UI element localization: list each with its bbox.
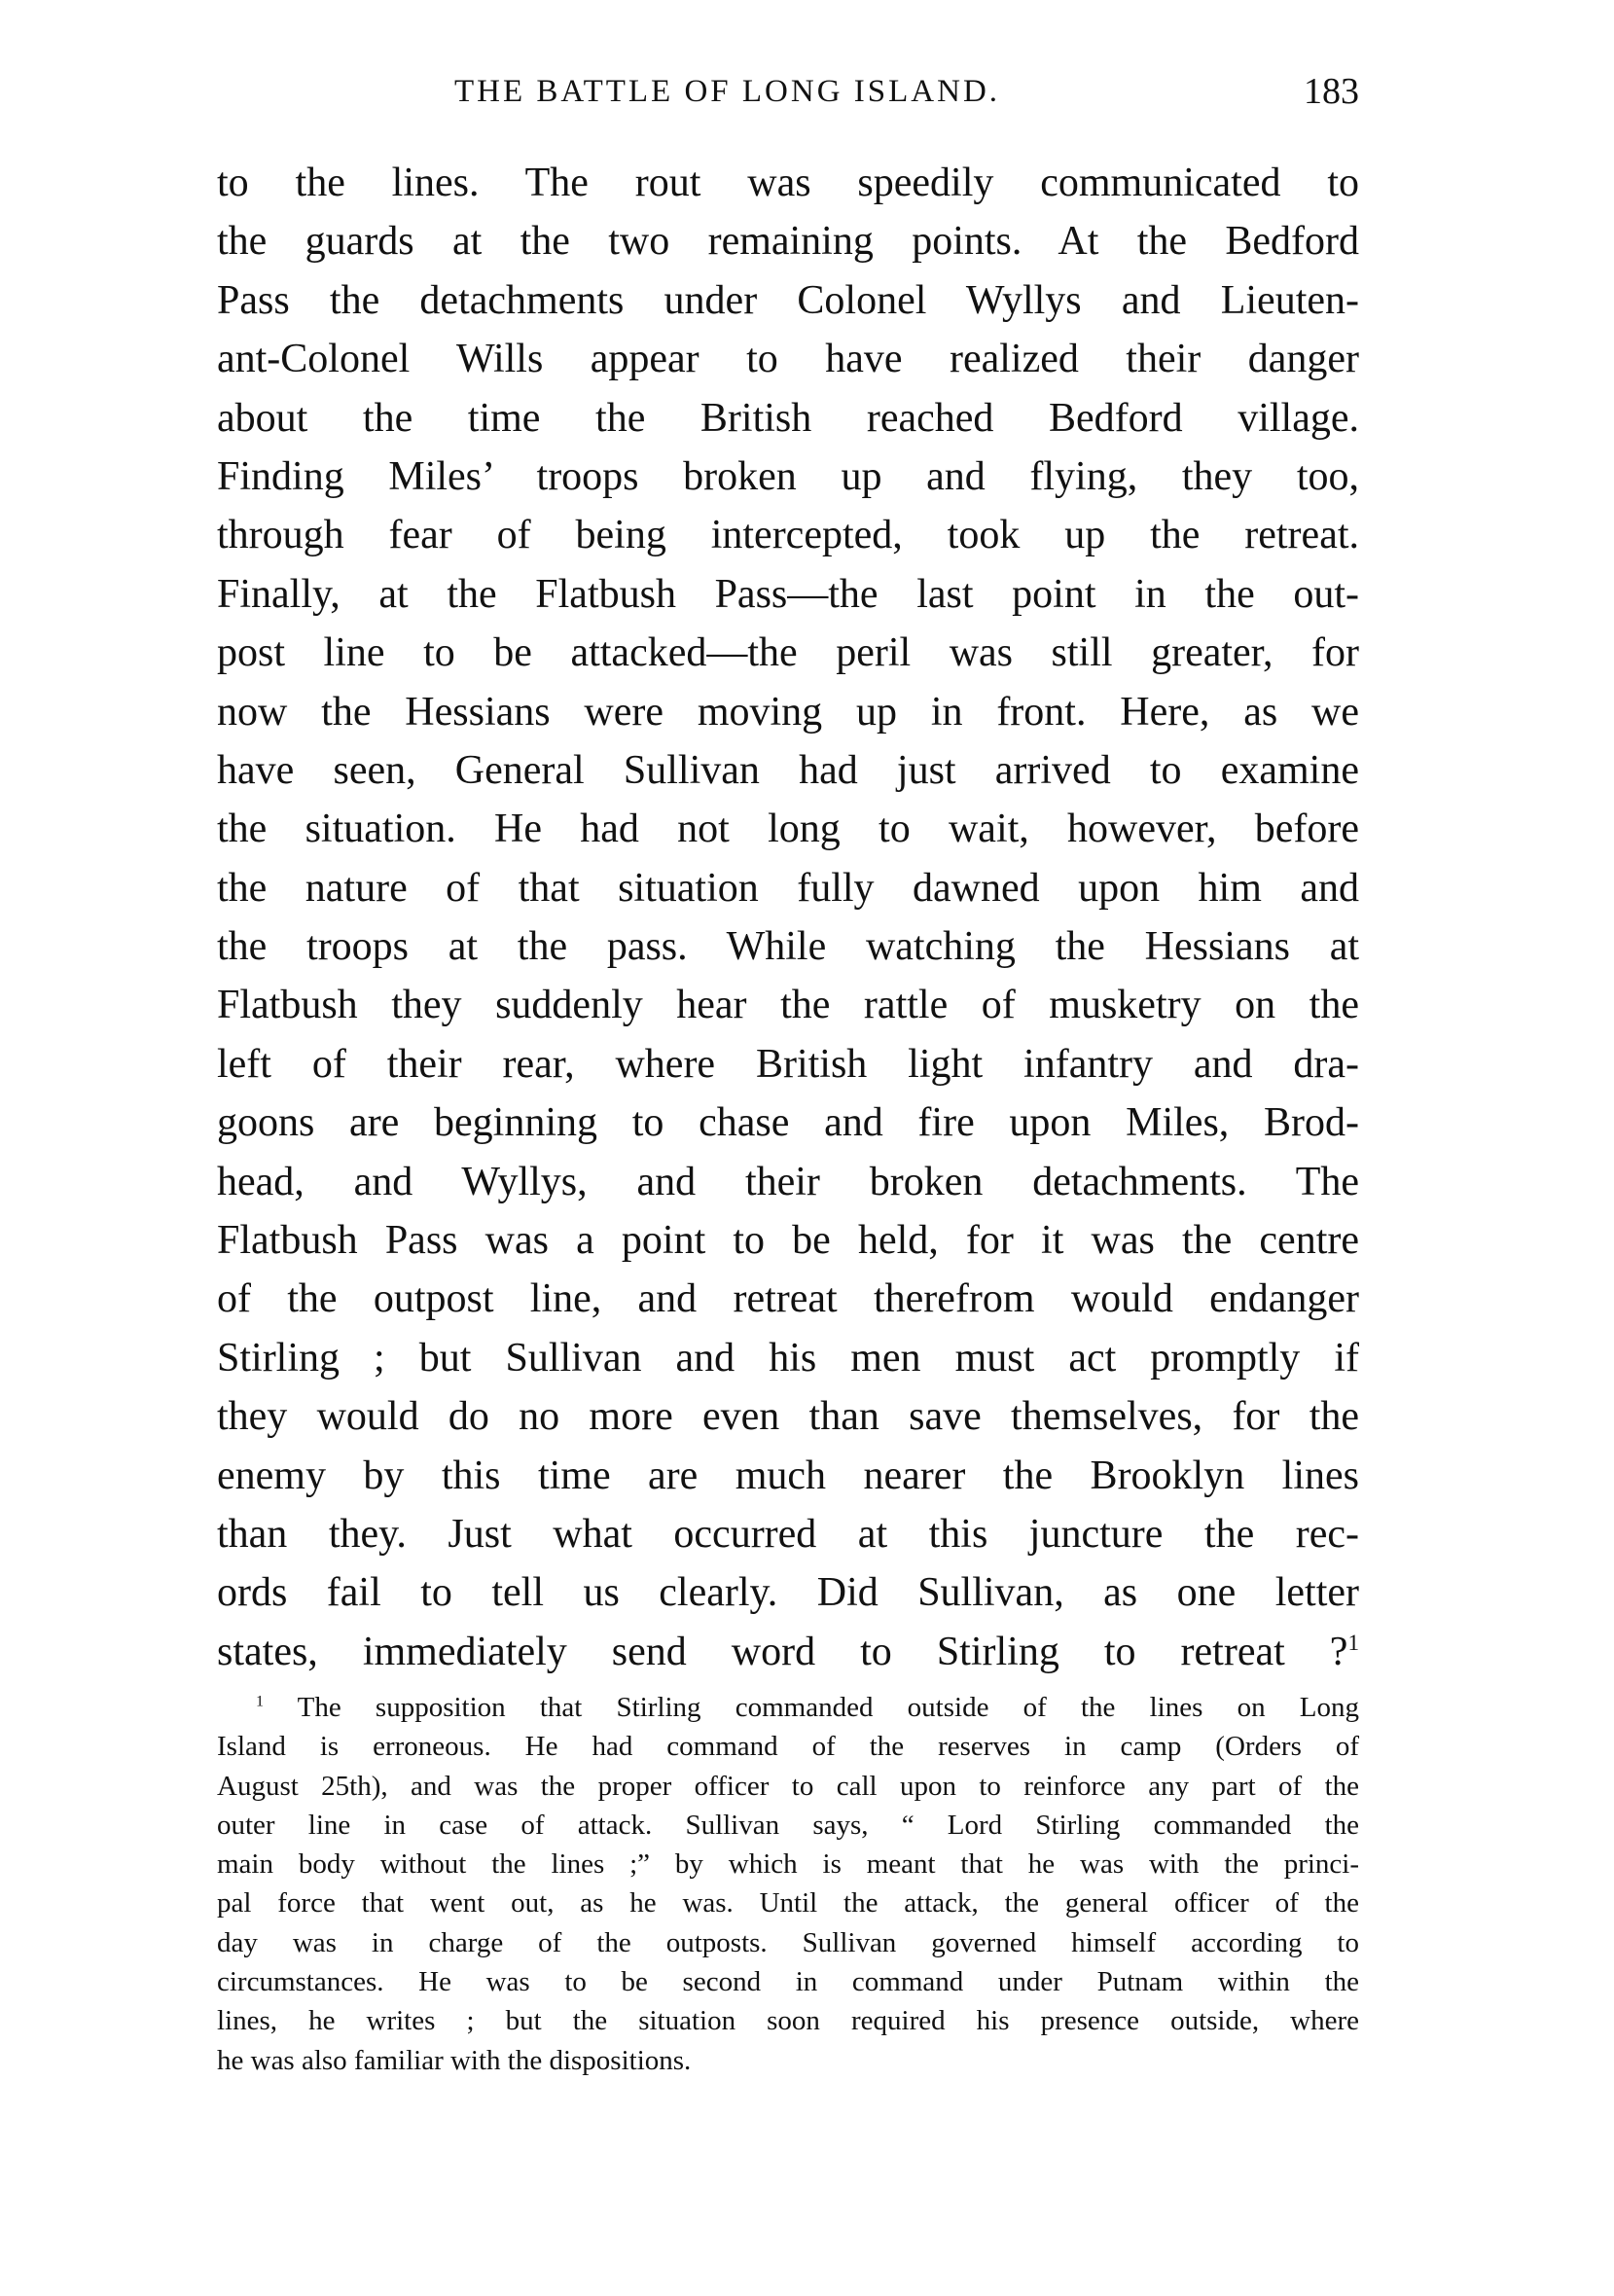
text-line: Pass the detachments under Colonel Wyllys and Lieuten- (217, 277, 1359, 323)
text-line: Finally, at the Flatbush Pass—the last point in the out- (217, 571, 1359, 617)
text-line: through fear of being intercepted, took up the retreat. (217, 513, 1359, 558)
text-line: the troops at the pass. While watching the Hessians at (217, 924, 1359, 970)
footnote-line: circumstances. He was to be second in command under Putnam within the (217, 1966, 1359, 1998)
text-line: goons are beginning to chase and fire upon Miles, Brod- (217, 1100, 1359, 1146)
footnote-line: pal force that went out, as he was. Until the attack, the general officer of the (217, 1887, 1359, 1919)
footnote-line: August 25th), and was the proper officer to call upon to reinforce any part of the (217, 1770, 1359, 1802)
text-line: than they. Just what occurred at this juncture the rec- (217, 1511, 1359, 1557)
footnote (217, 1688, 1359, 2080)
text-line: ant-Colonel Wills appear to have realized their danger (217, 337, 1359, 382)
footnote-line: he was also familiar with the dispositions. (217, 2044, 692, 2076)
text-line: now the Hessians were moving up in front. Here, as we (217, 689, 1359, 735)
footnote-reference: 1 (1347, 1629, 1359, 1655)
text-line: ords fail to tell us clearly. Did Sullivan, as one letter (217, 1570, 1359, 1616)
footnote-line: day was in charge of the outposts. Sullivan governed himself according to (217, 1926, 1359, 1958)
footnote-marker: 1 (256, 1693, 264, 1710)
text-line: Stirling ; but Sullivan and his men must act promptly if (217, 1335, 1359, 1381)
text-line: have seen, General Sullivan had just arrived to examine (217, 747, 1359, 793)
footnote-line-text: The supposition that Stirling commanded outside of the lines on Long (297, 1692, 1359, 1723)
text-line: Finding Miles’ troops broken up and flying, they too, (217, 453, 1359, 499)
text-line-content: states, immediately send word to Stirling to retreat ? (217, 1629, 1348, 1674)
text-line: the guards at the two remaining points. At the Bedford (217, 219, 1359, 265)
page-number: 183 (1304, 71, 1359, 112)
footnote-line: outer line in case of attack. Sullivan says, “ Lord Stirling commanded the (217, 1809, 1359, 1841)
text-line: head, and Wyllys, and their broken detachments. The (217, 1159, 1359, 1204)
text-line: enemy by this time are much nearer the Brooklyn lines (217, 1453, 1359, 1498)
text-line: the situation. He had not long to wait, however, before (217, 807, 1359, 852)
footnote-line: main body without the lines ;” by which is meant that he was with the princi- (217, 1848, 1359, 1881)
text-line: the nature of that situation fully dawned upon him and (217, 865, 1359, 911)
page-header (217, 68, 1359, 126)
running-title: THE BATTLE OF LONG ISLAND. (454, 74, 1001, 109)
text-line: Flatbush Pass was a point to be held, for it was the centre (217, 1218, 1359, 1264)
text-line: about the time the British reached Bedford village. (217, 395, 1359, 441)
footnote-line: Island is erroneous. He had command of the reserves in camp (Orders of (217, 1731, 1359, 1763)
text-line: left of their rear, where British light infantry and dra- (217, 1041, 1359, 1087)
text-line: post line to be attacked—the peril was still greater, for (217, 630, 1359, 676)
footnote-line: lines, he writes ; but the situation soon required his presence outside, where (217, 2005, 1359, 2037)
text-line: of the outpost line, and retreat therefrom would endanger (217, 1276, 1359, 1322)
text-line: to the lines. The rout was speedily communicated to (217, 161, 1359, 205)
text-line: they would do no more even than save themselves, for the (217, 1394, 1359, 1440)
main-text (217, 154, 1359, 1681)
footnote-line (217, 1688, 1359, 1727)
text-line-final (217, 1623, 1359, 1681)
text-line: Flatbush they suddenly hear the rattle of musketry on the (217, 983, 1359, 1028)
